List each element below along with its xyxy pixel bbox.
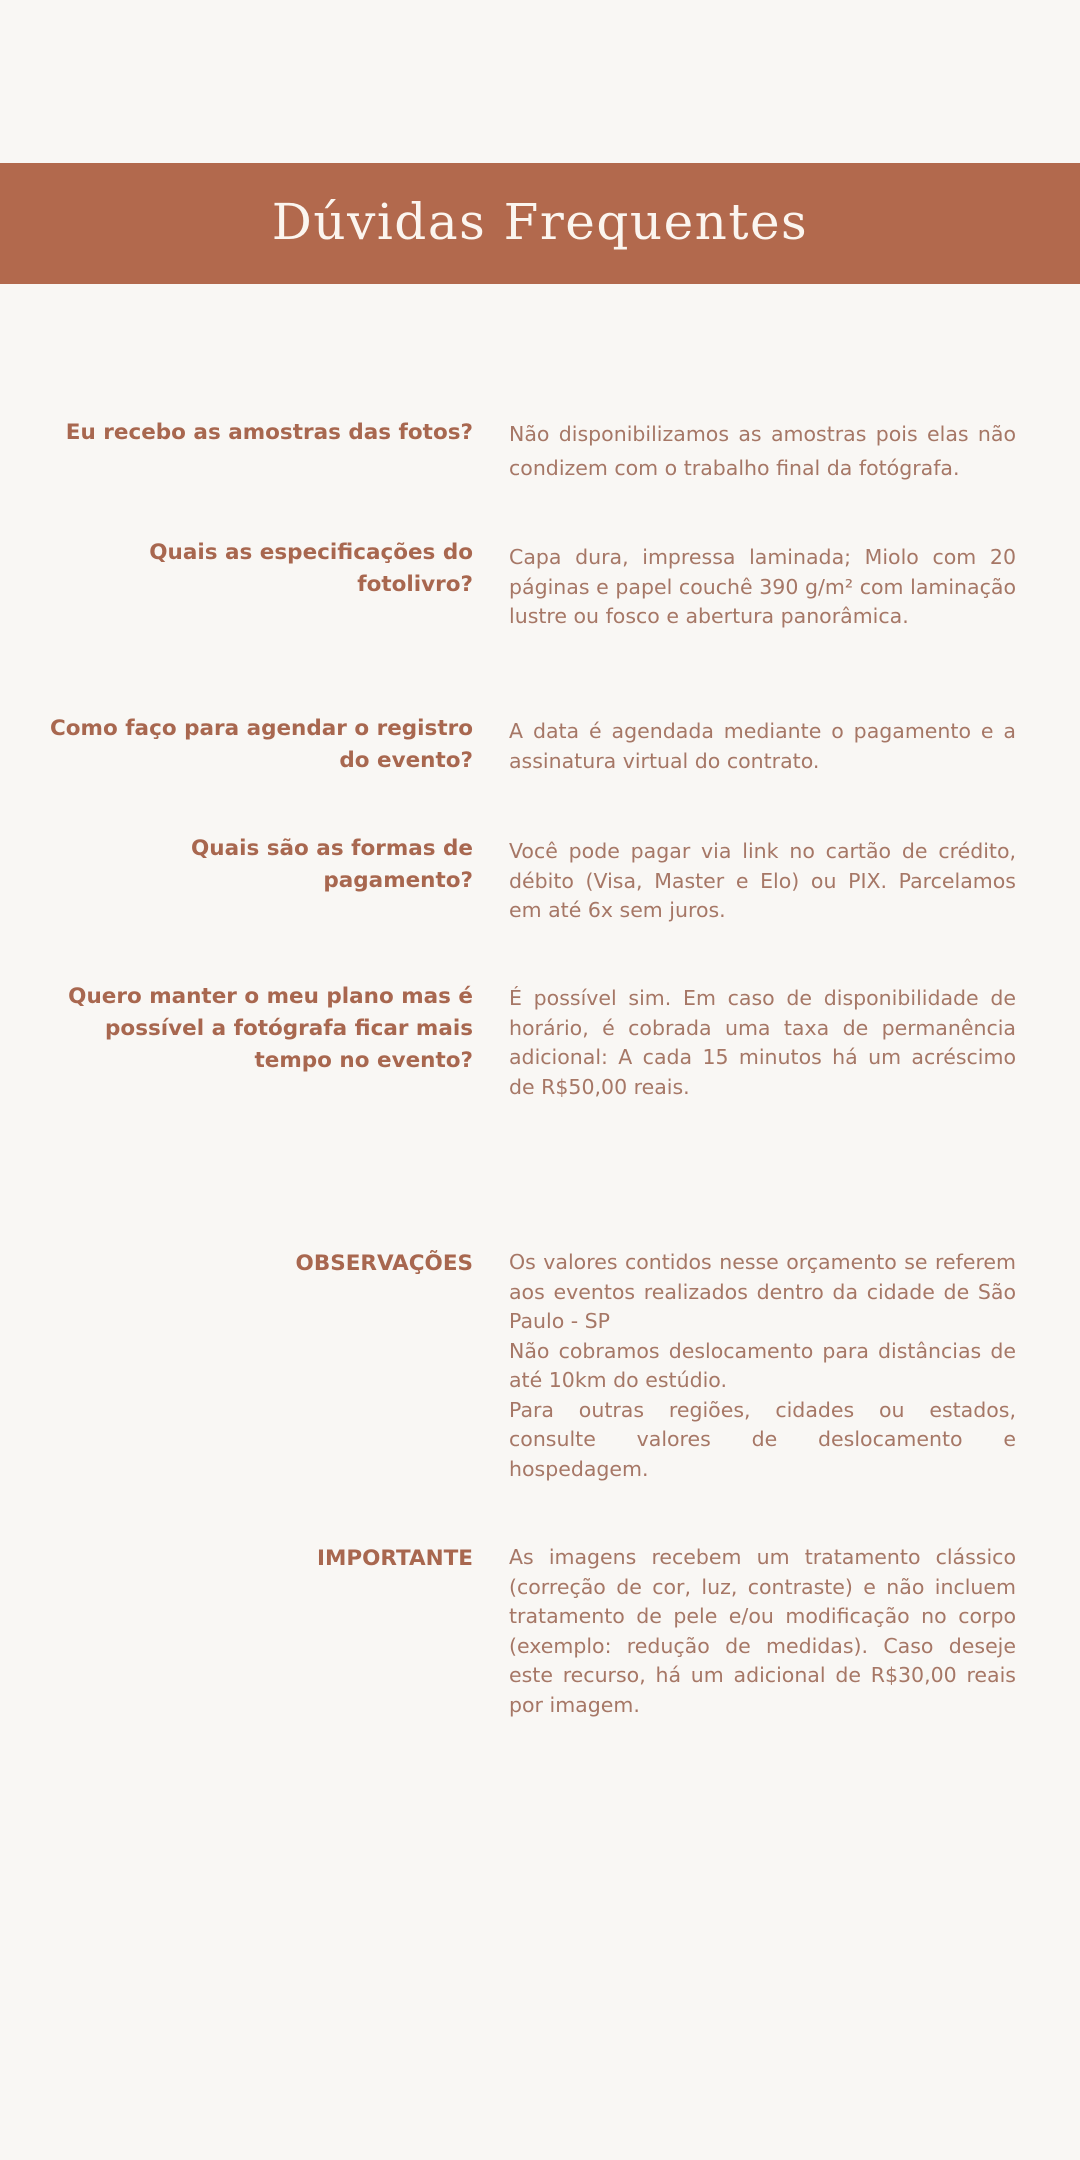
- observation-line: Para outras regiões, cidades ou estados, consulte valores de deslocamento e hospedagem.: [509, 1397, 1016, 1481]
- faq-question: Como faço para agendar o registro do evento?: [50, 716, 473, 773]
- important-text: As imagens recebem um tratamento clássico (correção de cor, luz, contraste) e não incluem tratamento de pele e/ou modificação no corpo (exemplo: redução de medidas). Caso deseje este recurso, há um adicional de R$30,00 reais por imagem.: [509, 1545, 1016, 1717]
- faq-question: Quais são as formas de pagamento?: [191, 836, 473, 893]
- faq-answer: Você pode pagar via link no cartão de crédito, débito (Visa, Master e Elo) ou PIX. Parcelamos em até 6x sem juros.: [509, 839, 1016, 922]
- faq-answer: A data é agendada mediante o pagamento e a assinatura virtual do contrato.: [509, 719, 1016, 773]
- observations-text: [509, 1248, 1016, 1484]
- observation-line: Não cobramos deslocamento para distâncias de até 10km do estúdio.: [509, 1338, 1016, 1392]
- faq-question: Quais as especificações do fotolivro?: [149, 540, 473, 597]
- page-title: Dúvidas Frequentes: [271, 192, 809, 251]
- faq-question: Quero manter o meu plano mas é possível a fotógrafa ficar mais tempo no evento?: [68, 984, 473, 1073]
- faq-answer: Capa dura, impressa laminada; Miolo com 20 páginas e papel couchê 390 g/m² com laminação lustre ou fosco e abertura panorâmica.: [509, 545, 1016, 628]
- faq-answer: É possível sim. Em caso de disponibilidade de horário, é cobrada uma taxa de permanência adicional: A cada 15 minutos há um acréscimo de R$50,00 reais.: [509, 986, 1016, 1099]
- important-label: IMPORTANTE: [316, 1546, 473, 1571]
- observation-line: Os valores contidos nesse orçamento se referem aos eventos realizados dentro da cidade de São Paulo - SP: [509, 1250, 1016, 1333]
- header-banner: [0, 163, 1080, 284]
- faq-answer: Não disponibilizamos as amostras pois elas não condizem com o trabalho final da fotógrafa.: [509, 422, 1016, 480]
- observations-label: OBSERVAÇÕES: [295, 1251, 473, 1276]
- faq-question: Eu recebo as amostras das fotos?: [65, 420, 473, 445]
